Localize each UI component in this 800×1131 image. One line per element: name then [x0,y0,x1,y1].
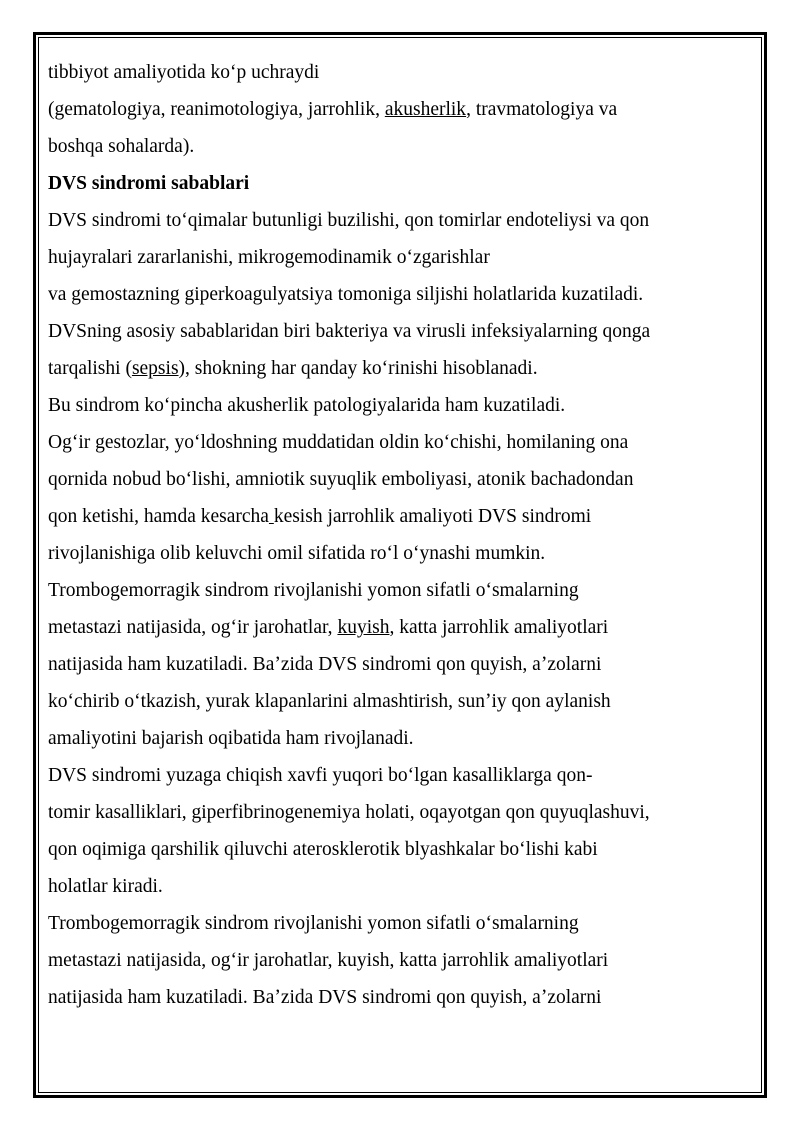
text-line: rivojlanishiga olib keluvchi omil sifatida roʻl oʻynashi mumkin. [48,543,546,564]
text-line: natijasida ham kuzatiladi. Baʼzida DVS sindromi qon quyish, aʼzolarni [48,987,602,1008]
text-line: Bu sindrom koʻpincha akusherlik patologiyalarida ham kuzatiladi. [48,395,566,416]
text-line: metastazi natijasida, ogʻir jarohatlar, kuyish, katta jarrohlik amaliyotlari [48,950,609,971]
text-line: Trombogemorragik sindrom rivojlanishi yomon sifatli oʻsmalarning [48,580,579,601]
link-kuyish[interactable]: kuyish [337,617,390,638]
link-akusherlik[interactable]: akusherlik [384,99,467,120]
text-segment: , katta jarrohlik amaliyotlari [389,617,609,638]
text-segment: qon ketishi, hamda kesarcha [48,506,269,527]
document-body [48,54,748,1016]
text-line [48,609,748,646]
text-line: boshqa sohalarda). [48,136,195,157]
text-line: DVSning asosiy sabablaridan biri bakteriya va virusli infeksiyalarning qonga [48,321,651,342]
text-line: koʻchirib oʻtkazish, yurak klapanlarini almashtirish, sunʼiy qon aylanish [48,691,611,712]
text-line: va gemostazning giperkoagulyatsiya tomoniga siljishi holatlarida kuzatiladi. [48,284,644,305]
text-line: Trombogemorragik sindrom rivojlanishi yomon sifatli oʻsmalarning [48,913,579,934]
text-line: tomir kasalliklari, giperfibrinogenemiya holati, oqayotgan qon quyuqlashuvi, [48,802,650,823]
text-line: holatlar kiradi. [48,876,163,897]
text-line: qornida nobud boʻlishi, amniotik suyuqlik emboliyasi, atonik bachadondan [48,469,634,490]
text-segment: kesish jarrohlik amaliyoti DVS sindromi [273,506,592,527]
text-segment: ), shokning har qanday koʻrinishi hisoblanadi. [178,358,538,379]
text-line [48,498,748,535]
text-line [48,350,748,387]
text-segment: , travmatologiya va [466,99,618,120]
text-segment: (gematologiya, reanimotologiya, jarrohlik, [48,99,385,120]
text-segment: tarqalishi ( [48,358,132,379]
text-line: Ogʻir gestozlar, yoʻldoshning muddatidan oldin koʻchishi, homilaning ona [48,432,629,453]
text-line: tibbiyot amaliyotida koʻp uchraydi [48,62,320,83]
text-line: natijasida ham kuzatiladi. Baʼzida DVS sindromi qon quyish, aʼzolarni [48,654,602,675]
section-heading: DVS sindromi sabablari [48,173,250,194]
text-line: amaliyotini bajarish oqibatida ham rivojlanadi. [48,728,414,749]
text-segment: metastazi natijasida, ogʻir jarohatlar, [48,617,338,638]
link-sepsis[interactable]: sepsis [131,358,179,379]
text-line [48,91,748,128]
text-line: DVS sindromi toʻqimalar butunligi buzilishi, qon tomirlar endoteliysi va qon [48,210,650,231]
text-line: DVS sindromi yuzaga chiqish xavfi yuqori boʻlgan kasalliklarga qon- [48,765,593,786]
text-line: hujayralari zararlanishi, mikrogemodinamik oʻzgarishlar [48,247,490,268]
text-line: qon oqimiga qarshilik qiluvchi aterosklerotik blyashkalar boʻlishi kabi [48,839,598,860]
